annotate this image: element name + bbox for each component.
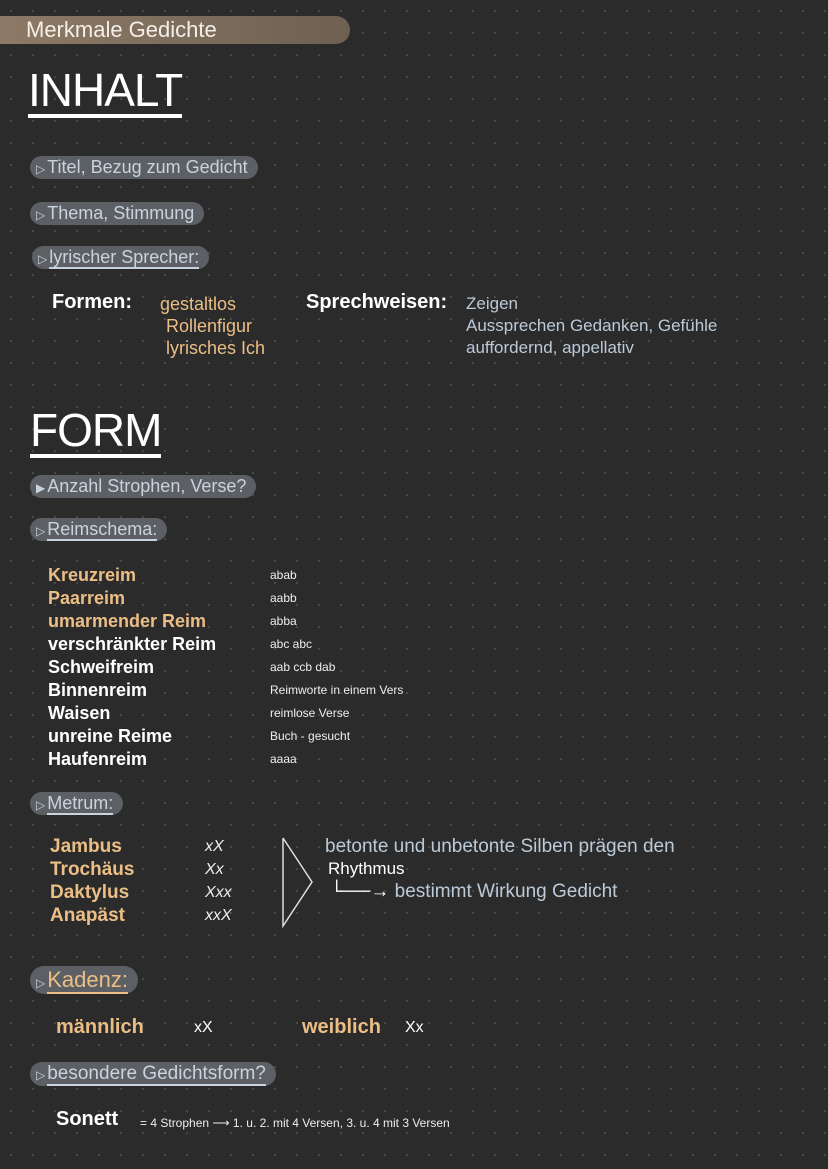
metrum-row (50, 882, 250, 905)
reim-row (48, 748, 448, 771)
metrum-wirkung: └──→ bestimmt Wirkung Gedicht (330, 881, 618, 902)
chevron-right-icon (280, 836, 316, 928)
metrum-name: Trochäus (50, 859, 135, 880)
reim-schema: aab ccb dab (270, 660, 336, 674)
metrum-row (50, 859, 250, 882)
reim-row (48, 610, 448, 633)
triangle-icon: ▷ (36, 798, 46, 812)
reim-name: Binnenreim (48, 680, 148, 700)
reim-row (48, 564, 448, 587)
reim-schema: Buch - gesucht (270, 729, 351, 743)
sprechweise-item: auffordernd, appellativ (466, 338, 634, 357)
bullet-gedichtsform: ▷ besondere Gedichtsform? (30, 1062, 276, 1086)
bullet-metrum: ▷ Metrum: (30, 792, 123, 815)
reim-name: Waisen (48, 703, 111, 723)
sonett-text: = 4 Strophen ⟶ 1. u. 2. mit 4 Versen, 3. u. 4 mit 3 Versen (140, 1116, 450, 1130)
metrum-note: betonte und unbetonte Silben prägen den (325, 836, 675, 857)
formen-item: Rollenfigur (166, 316, 253, 336)
bullet-kadenz: ▷Kadenz: (30, 966, 138, 994)
reim-schema: reimlose Verse (270, 706, 350, 720)
kadenz-weiblich: weiblich (302, 1016, 381, 1038)
reim-row (48, 656, 448, 679)
reim-row (48, 702, 448, 725)
reim-name: Kreuzreim (48, 565, 137, 585)
reim-schema: abc abc (270, 637, 313, 651)
metrum-pattern: xxX (205, 907, 232, 924)
formen-list (160, 293, 265, 359)
formen-label: Formen: (52, 291, 132, 313)
reim-schema: aabb (270, 591, 297, 605)
reim-name: umarmender Reim (48, 611, 207, 631)
bullet-titel: ▷ Titel, Bezug zum Gedicht (30, 156, 258, 179)
reim-schema: aaaa (270, 752, 297, 766)
reim-name: unreine Reime (48, 726, 173, 746)
reim-name: verschränkter Reim (48, 634, 217, 654)
reim-name: Schweifreim (48, 657, 155, 677)
reim-row (48, 679, 448, 702)
triangle-icon: ▷ (36, 976, 46, 990)
metrum-row (50, 905, 250, 928)
metrum-rhythmus: Rhythmus (328, 859, 405, 878)
triangle-icon: ▷ (36, 1068, 46, 1082)
sprechweisen-label: Sprechweisen: (306, 291, 448, 313)
sprechweise-item: Aussprechen Gedanken, Gefühle (466, 316, 718, 335)
bullet-strophen: ▶ Anzahl Strophen, Verse? (30, 475, 256, 498)
metrum-pattern: xX (205, 838, 224, 855)
kadenz-weiblich-pattern: Xx (405, 1019, 424, 1036)
reim-schema: Reimworte in einem Vers (270, 683, 404, 697)
triangle-icon: ▷ (36, 524, 46, 538)
kadenz-maennlich-pattern: xX (194, 1019, 213, 1036)
formen-item: gestaltlos (160, 294, 237, 314)
sonett-label: Sonett (56, 1108, 119, 1130)
reim-schema: abab (270, 568, 297, 582)
reim-row (48, 587, 448, 610)
triangle-icon: ▶ (36, 481, 46, 495)
triangle-icon: ▷ (36, 208, 46, 222)
metrum-pattern: Xxx (205, 884, 232, 901)
sprechweisen-list (466, 293, 717, 359)
metrum-name: Jambus (50, 836, 122, 857)
metrum-row (50, 836, 250, 859)
reim-row (48, 633, 448, 656)
metrum-name: Daktylus (50, 882, 130, 903)
formen-item: lyrisches Ich (166, 338, 266, 358)
bullet-sprecher: ▷ lyrischer Sprecher: (32, 246, 209, 269)
triangle-icon: ▷ (36, 162, 46, 176)
page-title: Merkmale Gedichte (26, 17, 217, 42)
heading-form: FORM (30, 404, 162, 456)
reim-name: Paarreim (48, 588, 126, 608)
reim-row (48, 725, 448, 748)
heading-inhalt: INHALT (28, 64, 183, 116)
metrum-pattern: Xx (205, 861, 224, 878)
metrum-name: Anapäst (50, 905, 125, 926)
bullet-thema: ▷ Thema, Stimmung (30, 202, 204, 225)
reim-schema: abba (270, 614, 297, 628)
triangle-icon: ▷ (38, 252, 48, 266)
kadenz-maennlich: männlich (56, 1016, 144, 1038)
bullet-reimschema: ▷ Reimschema: (30, 518, 167, 541)
arrow-icon: └──→ (330, 881, 395, 902)
reim-name: Haufenreim (48, 749, 148, 769)
sprechweise-item: Zeigen (466, 294, 518, 313)
